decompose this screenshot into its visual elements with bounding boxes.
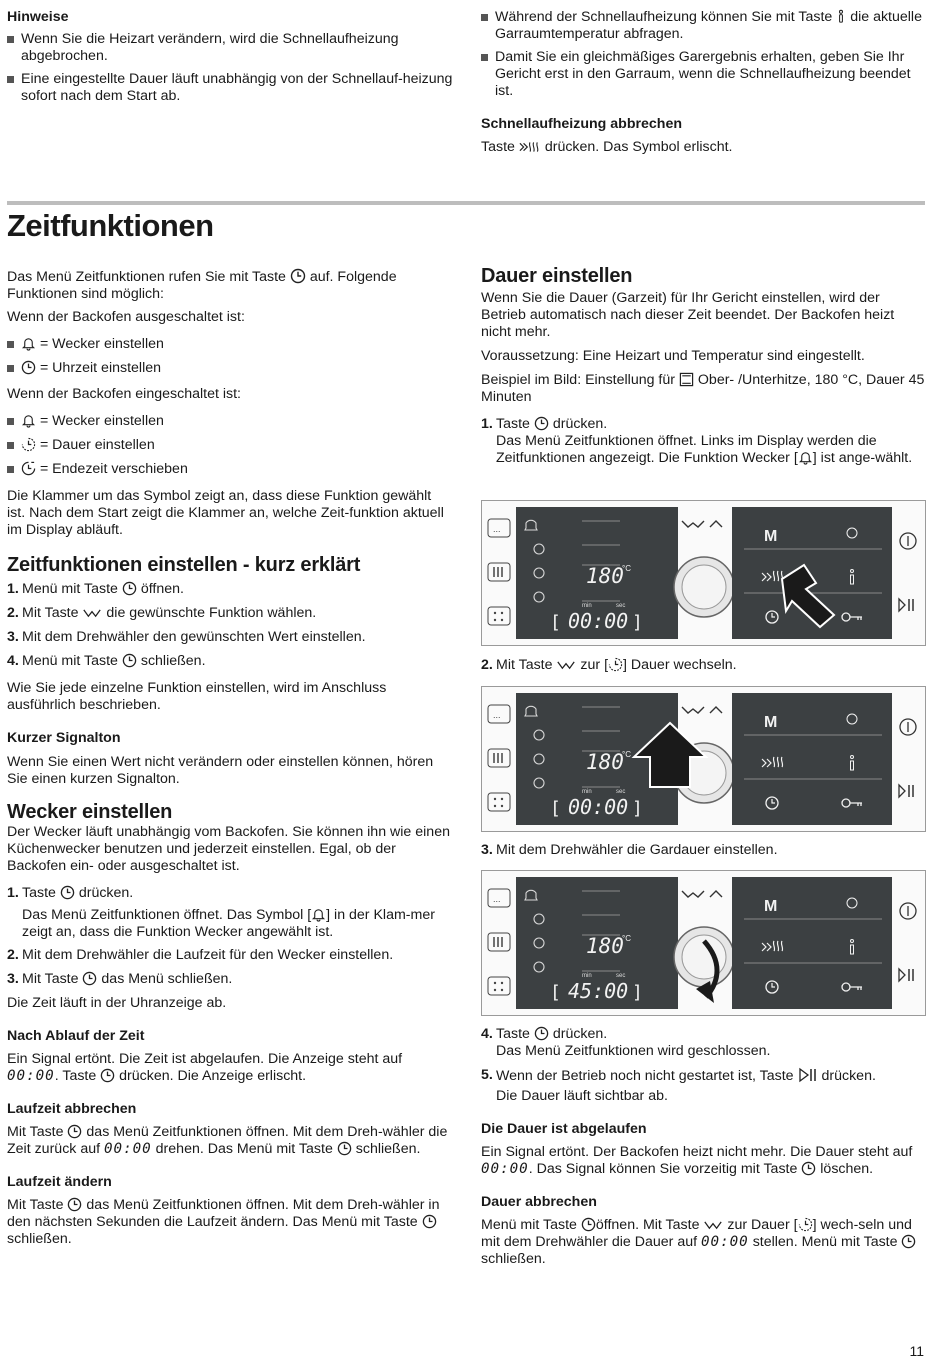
off-item: = Uhrzeit einstellen [7,360,452,377]
duration-example: Beispiel im Bild: Einstellung für Ober- /Unterhitze, 180 °C, Dauer 45 Minuten [481,372,925,405]
off-item: = Wecker einstellen [7,336,452,353]
note-bullet: Wenn Sie die Heizart verändern, wird die Schnellaufheizung abgebrochen. [7,31,452,65]
function-keys-panel [732,693,892,825]
signal-heading: Kurzer Signalton [7,730,121,746]
clock-icon [534,1026,549,1041]
temperature-unit: °C [622,934,631,943]
right-column [481,265,926,467]
clock-icon [901,1234,916,1249]
duration-icon [798,1217,813,1232]
duration-prerequisite: Voraussetzung: Eine Heizart und Temperatur sind eingestellt. [481,348,865,364]
min-label: min [582,603,592,609]
bell-icon [311,907,326,922]
down-key [682,707,704,713]
segment-display-value: 00:00 [701,1234,749,1250]
abort-heading: Laufzeit abbrechen [7,1101,137,1117]
sec-label: sec [616,789,626,795]
start-stop-icon [798,1067,818,1083]
off-label: Wenn der Backofen ausgeschaltet ist: [7,309,245,325]
duration-step: 1. Taste drücken. [481,416,608,432]
timer-heading: Wecker einstellen [7,801,173,823]
up-key [710,521,722,527]
quick-step: 3. Mit dem Drehwähler den gewünschten Wert einstellen. [7,629,366,645]
note-bullet: Damit Sie ein gleichmäßiges Garergebnis erhalten, geben Sie Ihr Gericht erst in den Garraum, wenn die Schnellaufheizung beendet ist. [481,49,926,100]
duration-cancel-text: Menü mit Taste öffnen. Mit Taste zur Dauer [ ] wech-seln und mit dem Drehwähler die Dauer auf 00:00 stellen. Menü mit Taste schließen. [481,1217,926,1268]
note-bullet: Während der Schnellaufheizung können Sie mit Taste die aktuelle Garraumtemperatur abfragen. [481,9,926,43]
oven-control-panel [481,500,926,646]
duration-step-detail: Das Menü Zeitfunktionen öffnet. Links im Display werden die Zeitfunktionen angezeigt. Die Funktion Wecker [ ] ist ange-wählt. [496,433,913,466]
hot-air-icon [519,140,541,154]
cancel-quick-heating-heading: Schnellaufheizung abbrechen [481,116,683,132]
on-item: = Dauer einstellen [7,437,452,454]
svg-text:M: M [764,714,778,731]
clock-icon [100,1068,115,1083]
oven-control-panel [481,870,926,1016]
left-column [7,268,452,1248]
segment-display-value: 00:00 [481,1161,529,1177]
expire-text: Ein Signal ertönt. Die Zeit ist abgelaufen. Die Anzeige steht auf 00:00. Taste drücken. Die Anzeige erlischt. [7,1051,403,1084]
segment-display-value: 00:00 [7,1068,55,1084]
program-key [488,793,510,811]
temperature-readout: 180 [586,934,624,958]
temperature-readout: 180 [586,564,624,588]
time-readout: 00:00 [568,609,629,633]
chevron-down-icon [556,659,576,672]
clock-icon [801,1161,816,1176]
svg-text:[: [ [550,982,561,1003]
clock-icon [290,268,306,284]
duration-icon [21,437,36,452]
bracket-note: Die Klammer um das Symbol zeigt an, dass diese Funktion gewählt ist. Nach dem Start zeigt die Klammer an, welche Zeit-funktion aktuell im Display abläuft. [7,488,444,538]
min-label: min [582,973,592,979]
duration-step: 5. Wenn der Betrieb noch nicht gestartet ist, Taste drücken. [481,1067,876,1084]
chevron-down-icon [82,607,102,620]
timer-note: Die Zeit läuft in der Uhranzeige ab. [7,995,227,1011]
change-heading: Laufzeit ändern [7,1174,112,1190]
info-icon [836,9,846,24]
time-readout: 45:00 [568,979,629,1003]
clock-icon [122,581,137,596]
bell-icon [21,413,36,428]
accessories-key [488,749,510,767]
duration-intro: Wenn Sie die Dauer (Garzeit) für Ihr Gericht einstellen, wird der Betrieb automatisch nach dieser Zeit beendet. Der Backofen heizt nicht mehr. [481,290,895,340]
program-key [488,977,510,995]
start-stop-key [899,785,905,797]
down-key [682,891,704,897]
duration-step: 2. Mit Taste zur [ ] Dauer wechseln. [481,657,737,673]
up-key [710,891,722,897]
top-notes-right [481,9,926,156]
change-text: Mit Taste das Menü Zeitfunktionen öffnen. Mit dem Dreh-wähler in den nächsten Sekunden die Laufzeit ändern. Das Menü mit Taste schließen. [7,1197,440,1247]
duration-icon [608,657,623,672]
svg-text:[: [ [550,612,561,633]
oven-control-panel [481,686,926,832]
svg-text:]: ] [632,982,643,1003]
min-label: min [582,789,592,795]
duration-step-detail: Das Menü Zeitfunktionen wird geschlossen. [496,1043,771,1059]
note-bullet: Eine eingestellte Dauer läuft unabhängig von der Schnellauf-heizung sofort nach dem Start ab. [7,71,456,105]
svg-text:M: M [764,528,778,545]
duration-cancel-heading: Dauer abbrechen [481,1194,597,1210]
on-label: Wenn der Backofen eingeschaltet ist: [7,386,241,402]
clock-icon [67,1197,82,1212]
sec-label: sec [616,603,626,609]
duration-heading: Dauer einstellen [481,265,633,287]
right-column-lower [481,1026,926,1268]
section-divider [7,201,925,205]
svg-text:M: M [764,898,778,915]
duration-step: 4. Taste drücken. [481,1026,608,1042]
duration-step-detail: Die Dauer läuft sichtbar ab. [496,1088,668,1104]
time-readout: 00:00 [568,795,629,819]
svg-text:...: ... [493,524,501,534]
duration-step: 3. Mit dem Drehwähler die Gardauer einstellen. [481,842,778,858]
start-stop-key [899,599,905,611]
clock-icon [60,885,75,900]
clock-icon [67,1124,82,1139]
quick-heading: Zeitfunktionen einstellen - kurz erklärt [7,554,361,576]
sec-label: sec [616,973,626,979]
accessories-key [488,933,510,951]
up-key [710,707,722,713]
clock-icon [21,360,36,375]
clock-icon [82,971,97,986]
section-title: Zeitfunktionen [7,208,214,243]
clock-icon [534,416,549,431]
on-item: = Wecker einstellen [7,413,452,430]
expire-heading: Nach Ablauf der Zeit [7,1028,145,1044]
top-notes-left [7,9,452,105]
notes-heading: Hinweise [7,9,69,25]
clock-icon [581,1217,596,1232]
svg-text:[: [ [550,798,561,819]
bell-icon [798,450,813,465]
top-bottom-heat-icon [679,372,694,387]
svg-text:]: ] [632,798,643,819]
clock-icon [337,1141,352,1156]
abort-text: Mit Taste das Menü Zeitfunktionen öffnen. Mit dem Dreh-wähler die Zeit zurück auf 00:00 drehen. Das Menü mit Taste schließen. [7,1124,448,1157]
program-key [488,607,510,625]
quick-step: 1. Menü mit Taste öffnen. [7,581,184,597]
chevron-down-icon [703,1219,723,1232]
duration-expired-heading: Die Dauer ist abgelaufen [481,1121,647,1137]
bell-icon [21,336,36,351]
down-key [682,521,704,527]
page-number: 11 [909,1343,924,1359]
svg-text:...: ... [493,894,501,904]
quick-step: 4. Menü mit Taste schließen. [7,653,206,669]
clock-icon [122,653,137,668]
svg-text:]: ] [632,612,643,633]
start-stop-key [899,969,905,981]
svg-text:...: ... [493,710,501,720]
segment-display-value: 00:00 [104,1141,152,1157]
temperature-readout: 180 [586,750,624,774]
timer-step: 3. Mit Taste das Menü schließen. [7,971,233,987]
clock-icon [422,1214,437,1229]
intro-text: Das Menü Zeitfunktionen rufen Sie mit Taste auf. Folgende Funktionen sind möglich: [7,269,397,302]
duration-expired-text: Ein Signal ertönt. Der Backofen heizt nicht mehr. Die Dauer steht auf 00:00. Das Signal können Sie vorzeitig mit Taste löschen. [481,1144,913,1177]
end-time-icon [21,461,36,476]
function-keys-panel [732,877,892,1009]
timer-step-detail: Das Menü Zeitfunktionen öffnet. Das Symbol [ ] in der Klam-mer zeigt an, dass die Funktion Wecker angewählt ist. [22,907,435,940]
on-item: = Endezeit verschieben [7,461,452,478]
timer-intro: Der Wecker läuft unabhängig vom Backofen. Sie können ihn wie einen Küchenwecker benutzen und jederzeit einstellen. Egal, ob der Backofen ein- oder ausgeschaltet ist. [7,824,450,874]
timer-step: 1. Taste drücken. [7,885,134,901]
temperature-unit: °C [622,750,631,759]
quick-step: 2. Mit Taste die gewünschte Funktion wählen. [7,605,317,621]
timer-step: 2. Mit dem Drehwähler die Laufzeit für den Wecker einstellen. [7,947,394,963]
signal-text: Wenn Sie einen Wert nicht verändern oder einstellen können, hören Sie einen kurzen Signalton. [7,754,434,787]
cancel-quick-heating-text: Taste drücken. Das Symbol erlischt. [481,139,733,155]
quick-note: Wie Sie jede einzelne Funktion einstellen, wird im Anschluss ausführlich beschrieben. [7,680,387,713]
accessories-key [488,563,510,581]
temperature-unit: °C [622,564,631,573]
